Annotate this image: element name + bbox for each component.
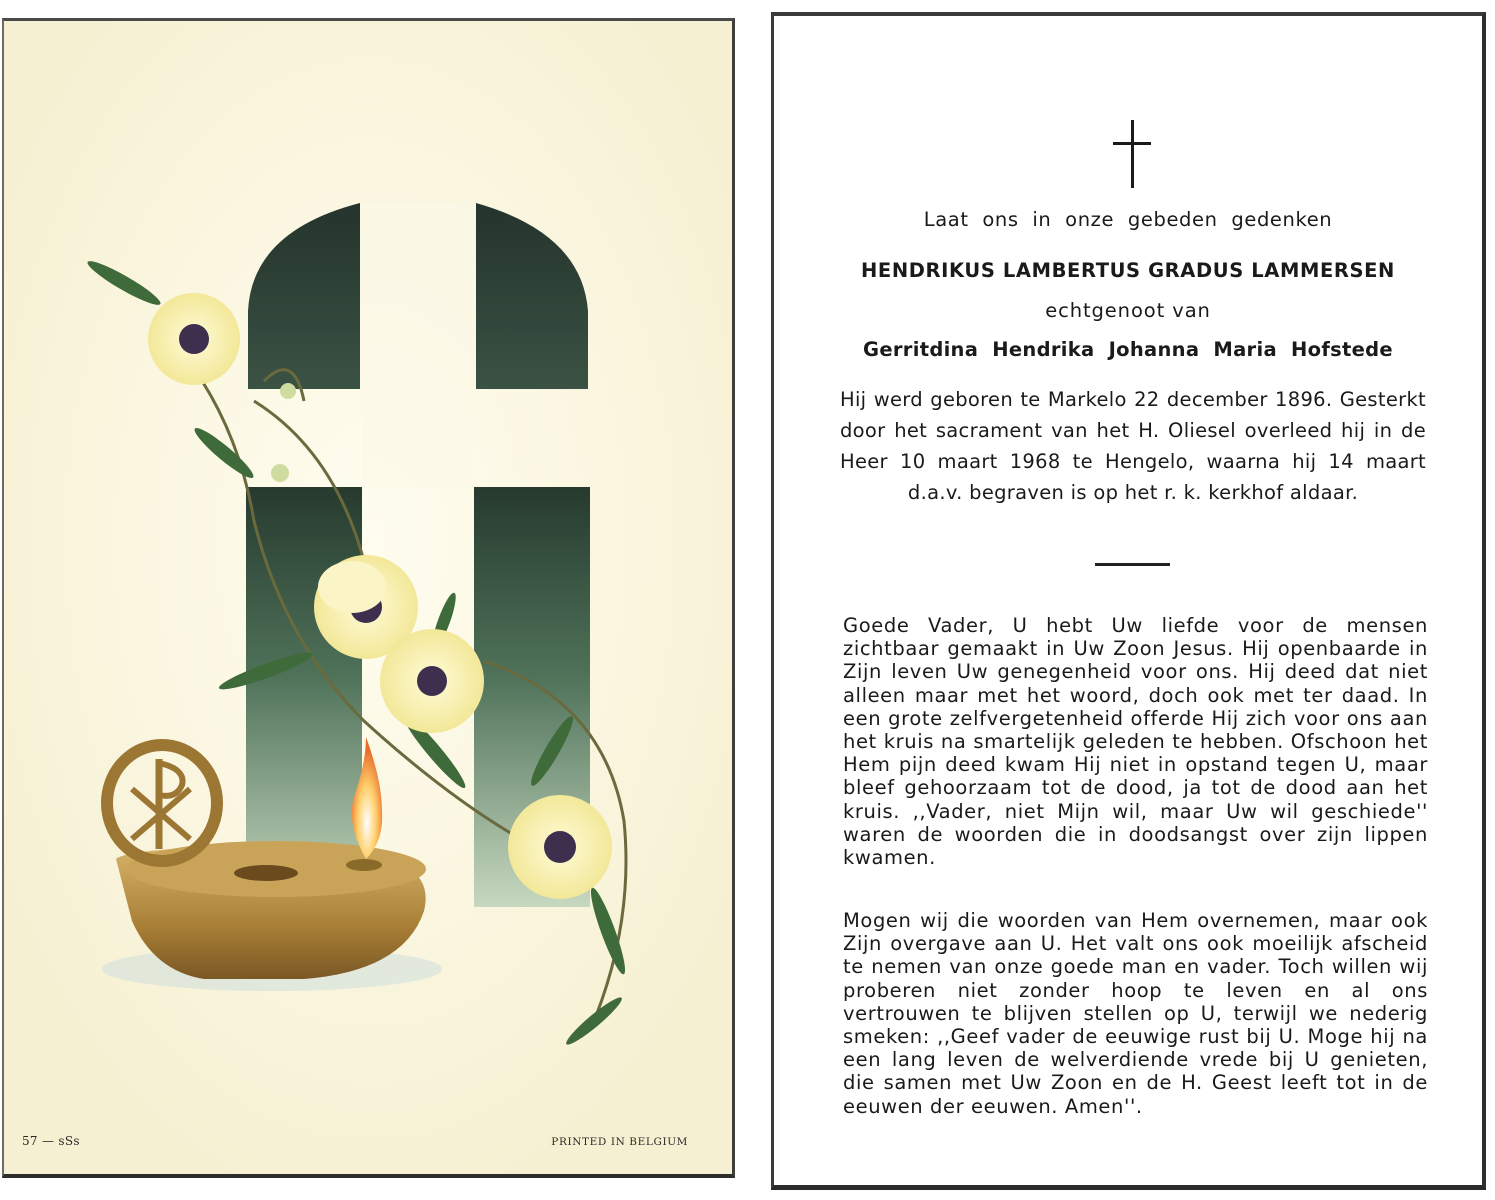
latin-cross-icon bbox=[1111, 116, 1155, 192]
prayer-paragraph: Goede Vader, U hebt Uw liefde voor de mensen zichtbaar gemaakt in Uw Zoon Jesus. Hij openbaarde in Zijn leven Uw genegenheid voor ons. Hij deed dat niet alleen maar met het woord, doch ook met ter daad. In een grote zelfvergetenheid offerde Hij zich voor ons aan het kruis na smartelijk geleden te hebben. Ofschoon het Hem pijn deed kwam Hij niet in opstand tegen U, maar bleef gehoorzaam tot de dood, ja tot de dood aan het kruis. ,,Vader, niet Mijn wil, maar Uw wil geschiede'' waren de woorden die in doodsangst over zijn lippen kwamen. bbox=[843, 614, 1428, 870]
prayer-card-front bbox=[2, 18, 735, 1178]
devotional-illustration bbox=[4, 21, 735, 1178]
deceased-name: HENDRIKUS LAMBERTUS GRADUS LAMMERSEN bbox=[861, 259, 1395, 282]
series-code: 57 — sSs bbox=[22, 1134, 80, 1148]
divider bbox=[1095, 563, 1170, 566]
relation-line: echtgenoot van bbox=[1045, 299, 1211, 322]
biography-paragraph: Hij werd geboren te Markelo 22 december 1896. Gesterkt door het sacrament van het H. Oliesel overleed hij in de Heer 10 maart 1968 te Hengelo, waarna hij 14 maart d.a.v. begraven is op het r. k. kerkhof aldaar. bbox=[840, 388, 1426, 504]
printed-in-label: PRINTED IN BELGIUM bbox=[551, 1136, 688, 1148]
remembrance-intro: Laat ons in onze gebeden gedenken bbox=[923, 208, 1333, 231]
prayer-card-back bbox=[771, 12, 1486, 1190]
prayer-paragraph: Mogen wij die woorden van Hem overnemen, maar ook Zijn overgave aan U. Het valt ons ook moeilijk afscheid te nemen van onze goede man en vader. Toch willen wij proberen niet zonder hoop te leven en al ons vertrouwen te blijven stellen op U, terwijl we nederig smeken: ,,Geef vader de eeuwige rust bij U. Moge hij na een lang leven de welverdiende vrede bij U genieten, die samen met Uw Zoon en de H. Geest leeft tot in de eeuwen der eeuwen. Amen''. bbox=[843, 909, 1428, 1118]
spouse-name: Gerritdina Hendrika Johanna Maria Hofstede bbox=[863, 338, 1393, 361]
